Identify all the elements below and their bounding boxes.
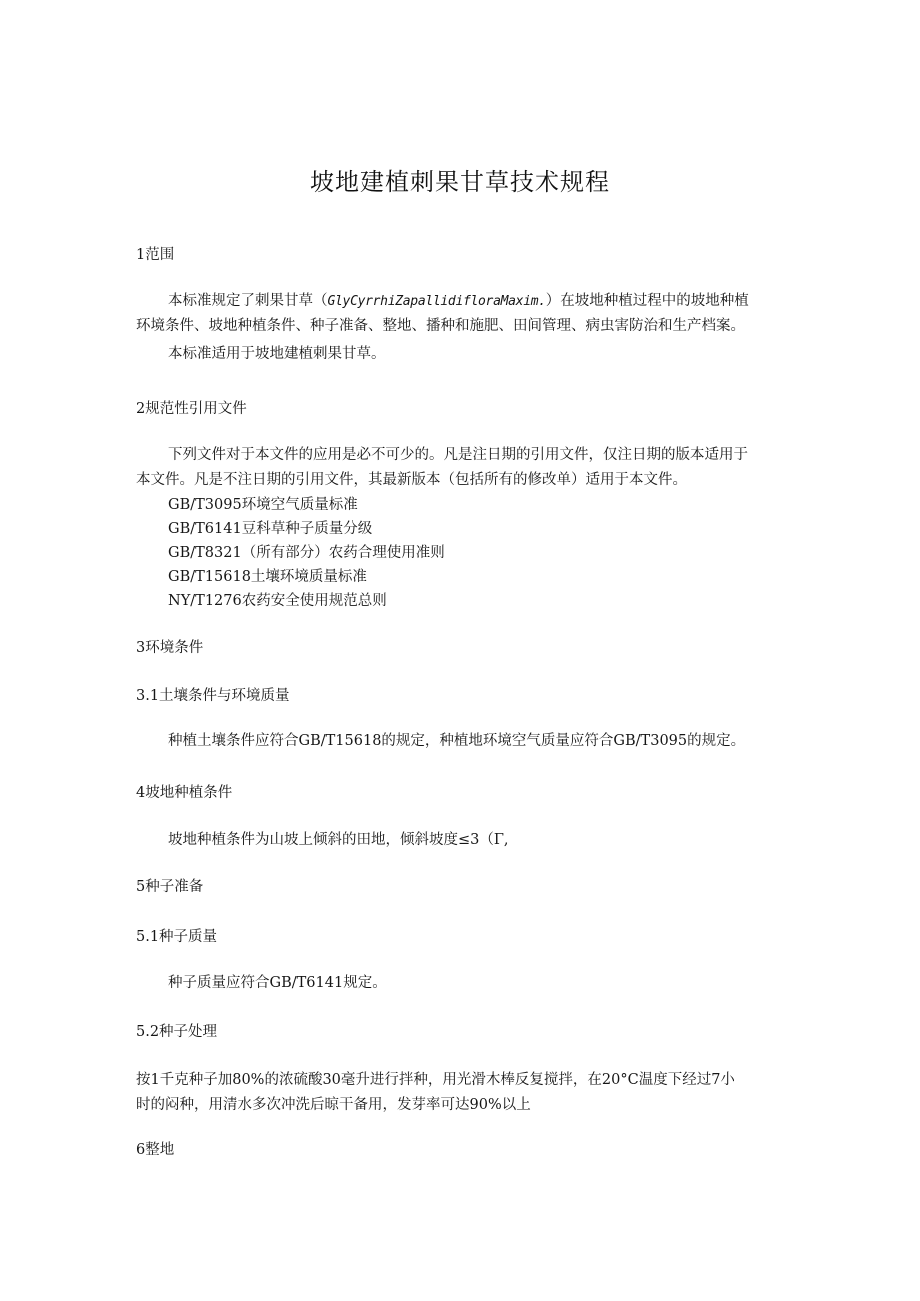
section-5-2-text-line-2: 时的闷种，用清水多次冲洗后晾干备用，发芽率可达90%以上 [136, 1097, 531, 1113]
section-4-text: 坡地种植条件为山坡上倾斜的田地，倾斜坡度≤3（Γ, [168, 832, 509, 848]
section-4-heading: 4坡地种植条件 [136, 785, 233, 801]
reference-item: GB/T15618土壤环境质量标准 [168, 569, 367, 585]
section-1-paragraph-1-line-2: 环境条件、坡地种植条件、种子准备、整地、播种和施肥、田间管理、病虫害防治和生产档案。 [136, 318, 745, 334]
section-1-paragraph-2: 本标准适用于坡地建植刺果甘草。 [168, 346, 386, 362]
section-5-heading: 5种子准备 [136, 879, 204, 895]
section-6-heading: 6整地 [136, 1142, 175, 1158]
section-3-1-heading: 3.1土壤条件与环境质量 [136, 688, 290, 704]
latin-species-name: GlyCyrrhiZapallidifloraMaxim. [327, 294, 546, 309]
section-3-1-text: 种植土壤条件应符合GB/T15618的规定，种植地环境空气质量应符合GB/T3095的规定。 [168, 733, 746, 749]
section-1-p1-prefix: 本标准规定了刺果甘草（ [168, 293, 328, 309]
section-5-1-heading: 5.1种子质量 [136, 929, 218, 945]
section-5-2-text-line-1: 按1千克种子加80%的浓硫酸30毫升进行拌种，用光滑木棒反复搅拌，在20°C温度下经过7小 [136, 1072, 735, 1088]
section-2-paragraph-line-2: 本文件。凡是不注日期的引用文件，其最新版本（包括所有的修改单）适用于本文件。 [136, 472, 687, 488]
reference-item: GB/T8321（所有部分）农药合理使用准则 [168, 545, 445, 561]
section-1-p1-suffix: ）在坡地种植过程中的坡地种植 [545, 293, 749, 309]
section-1-paragraph-1-line-1 [168, 291, 749, 312]
section-5-1-text: 种子质量应符合GB/T6141规定。 [168, 975, 387, 991]
section-2-paragraph-line-1: 下列文件对于本文件的应用是必不可少的。凡是注日期的引用文件，仅注日期的版本适用于 [168, 447, 748, 463]
section-3-heading: 3环境条件 [136, 640, 204, 656]
document-title: 坡地建植刺果甘草技术规程 [310, 168, 610, 196]
section-5-2-heading: 5.2种子处理 [136, 1024, 218, 1040]
section-1-heading: 1范围 [136, 247, 175, 263]
reference-item: NY/T1276农药安全使用规范总则 [168, 593, 387, 609]
reference-item: GB/T6141豆科草种子质量分级 [168, 521, 373, 537]
reference-item: GB/T3095环境空气质量标准 [168, 497, 358, 513]
section-2-heading: 2规范性引用文件 [136, 401, 247, 417]
